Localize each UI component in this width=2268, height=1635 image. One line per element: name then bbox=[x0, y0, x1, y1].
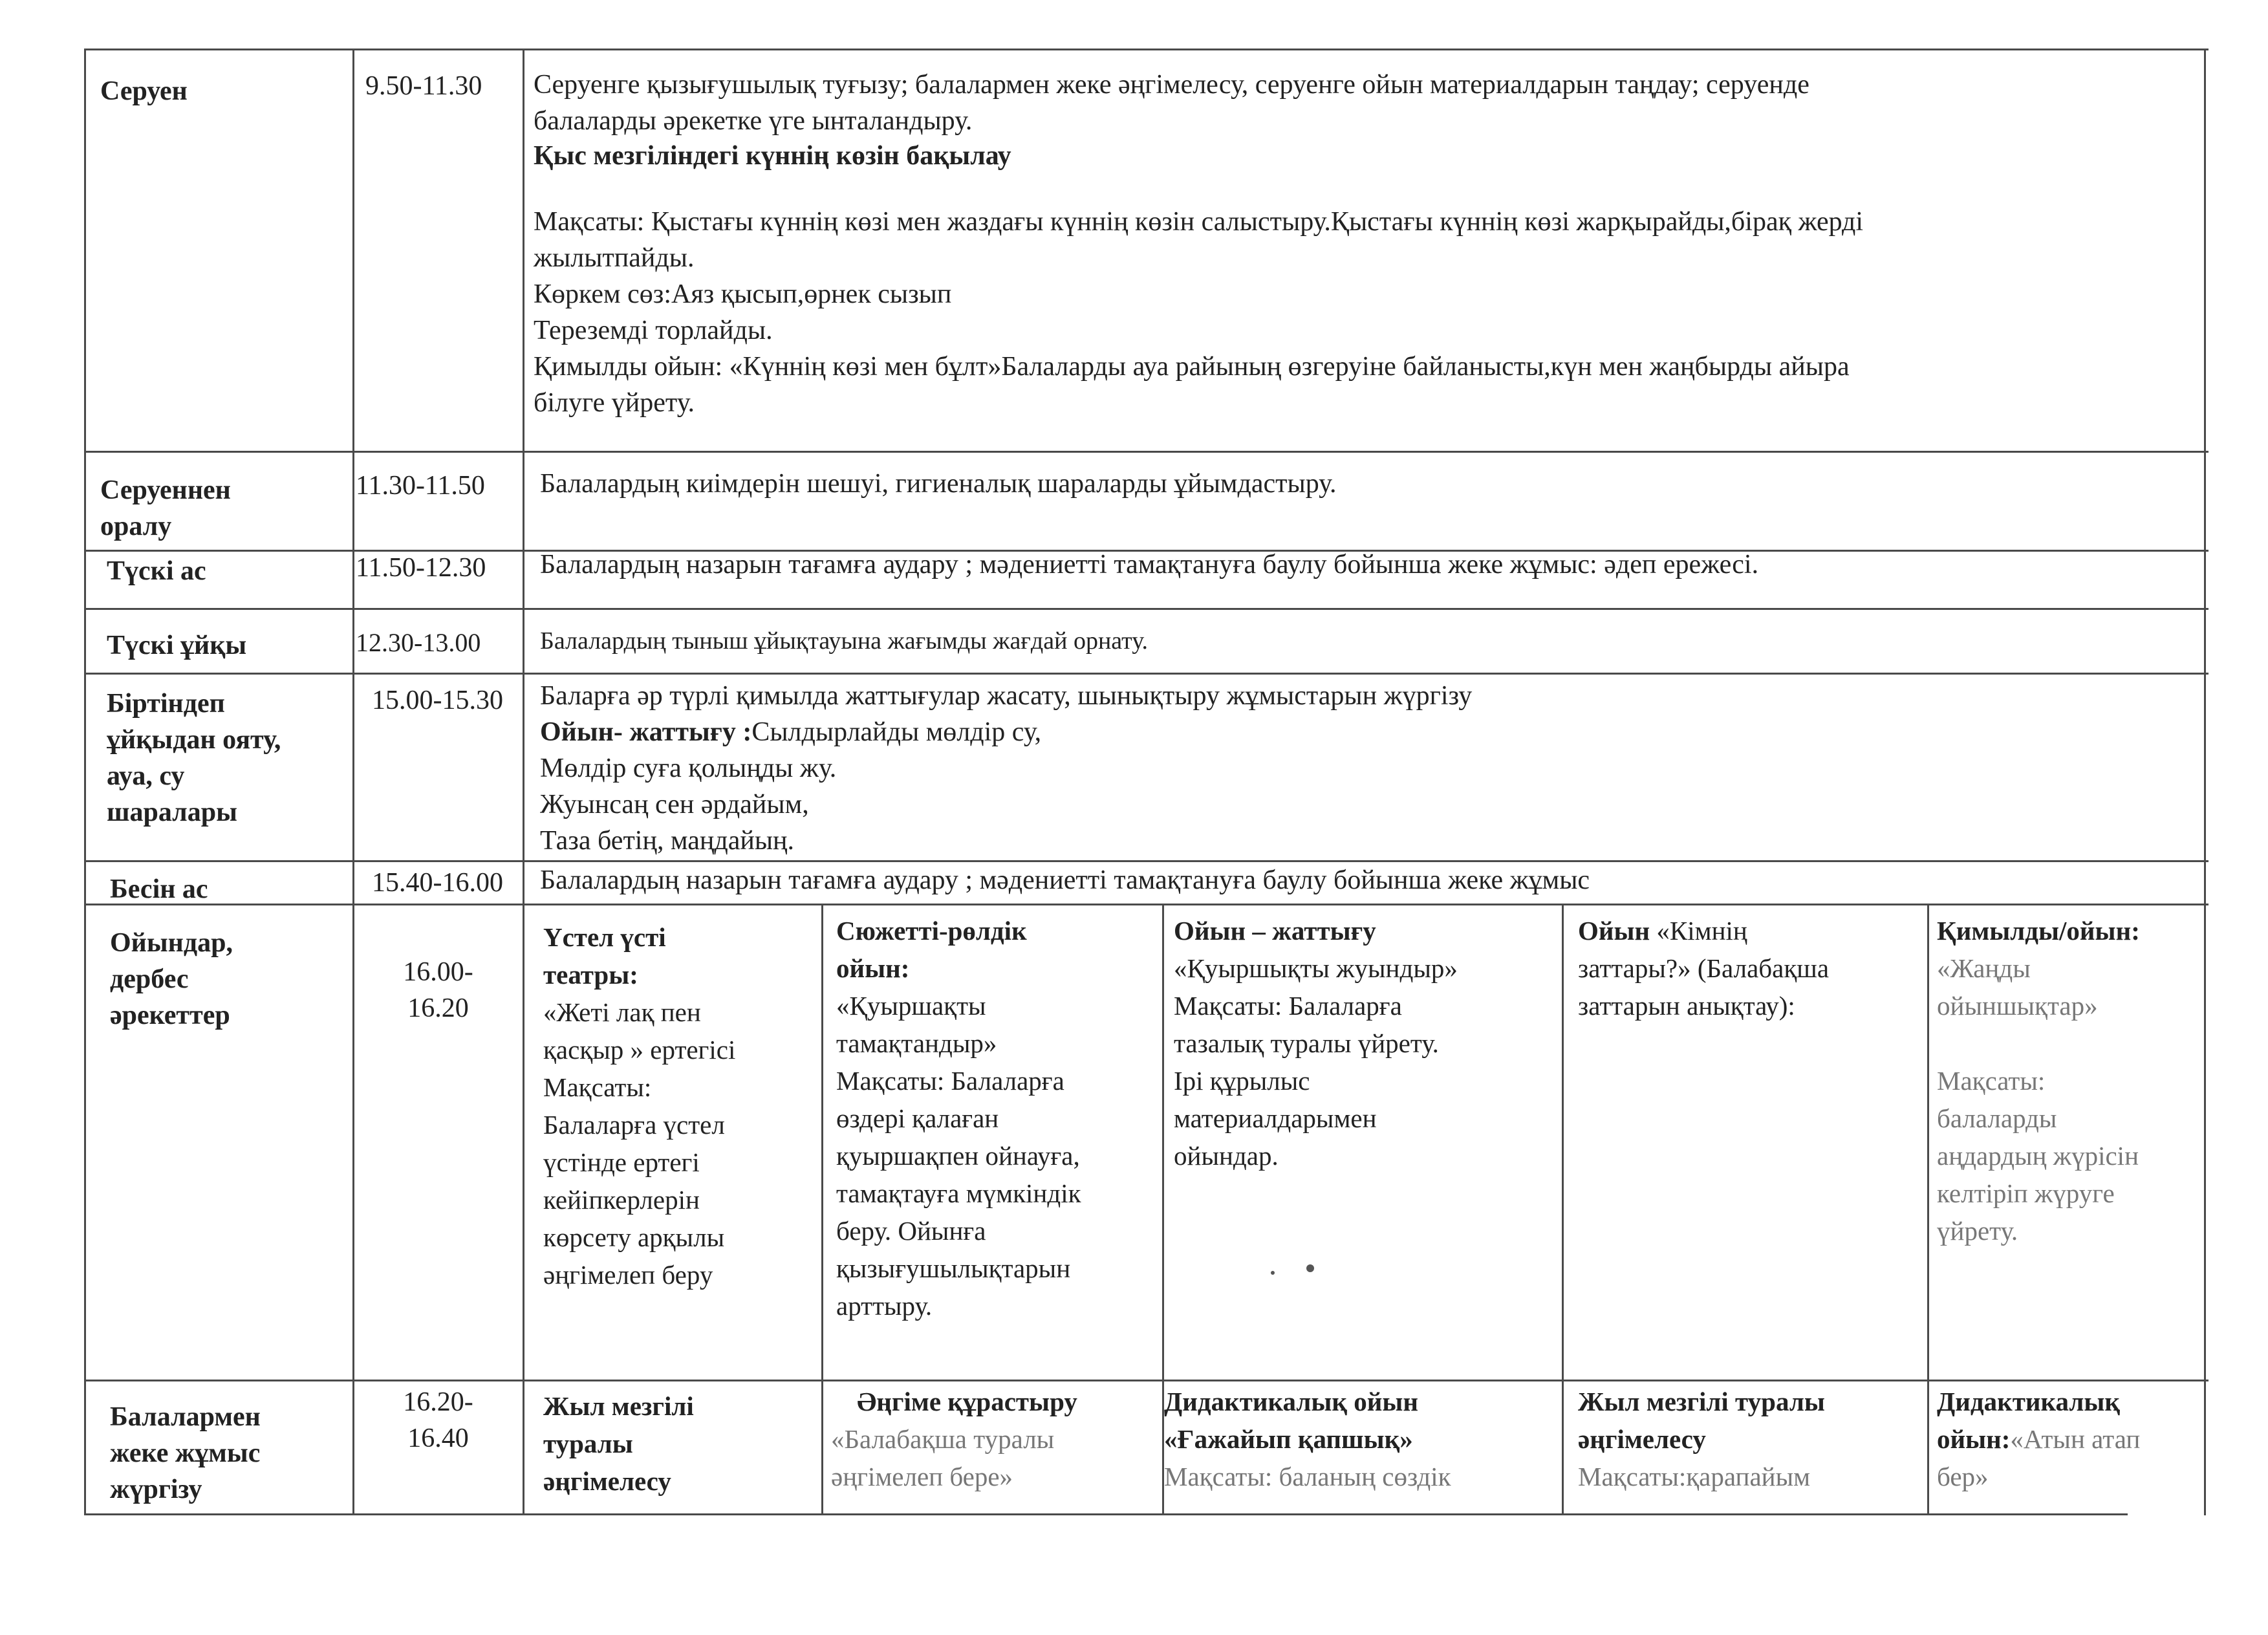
row-divider bbox=[84, 904, 2209, 905]
cell-line: кейіпкерлерін bbox=[543, 1185, 700, 1215]
cell-heading: ойын: bbox=[836, 953, 910, 983]
row-divider bbox=[84, 673, 2209, 675]
cell-line: қуыршақпен ойнауға, bbox=[836, 1141, 1080, 1171]
cell-line: заттары?» (Балабақша bbox=[1578, 953, 1830, 983]
column-divider bbox=[523, 49, 524, 1515]
activity-cell bbox=[1937, 1383, 2202, 1495]
cell-line: заттарын анықтау): bbox=[1578, 991, 1795, 1021]
cell-heading: Әңгіме құрастыру bbox=[857, 1387, 1077, 1416]
row-time: 11.30-11.50 bbox=[356, 471, 485, 501]
activity-cell bbox=[1174, 912, 1555, 1175]
table-border-right bbox=[2204, 49, 2206, 1515]
cell-line: Ірі құрылыс bbox=[1174, 1066, 1310, 1096]
cell-heading: Жыл мезгілі bbox=[543, 1391, 694, 1421]
row-label: дербес bbox=[110, 964, 189, 994]
row-time: 16.40 bbox=[407, 1424, 469, 1453]
cell-line: аңдардың жүрісін bbox=[1937, 1141, 2139, 1171]
cell-line: «Жаңды bbox=[1937, 953, 2031, 983]
cell-line: балаларды bbox=[1937, 1103, 2057, 1133]
activity-cell bbox=[543, 1387, 815, 1500]
cell-line: ойындар. bbox=[1174, 1141, 1279, 1171]
cell-line: «Атын атап bbox=[2010, 1424, 2141, 1454]
cell-line: тамақтауға мүмкіндік bbox=[836, 1178, 1081, 1208]
column-divider bbox=[1927, 904, 1929, 1515]
row-time: 15.00-15.30 bbox=[372, 686, 503, 715]
cell-heading: Қимылды/ойын: bbox=[1937, 916, 2140, 946]
row-label: оралу bbox=[100, 512, 172, 541]
column-divider bbox=[352, 49, 354, 1515]
activity-cell bbox=[1578, 1383, 1924, 1495]
cell-heading: Дидактикалық ойын bbox=[1164, 1387, 1418, 1416]
row-label: жеке жұмыс bbox=[110, 1438, 261, 1468]
row-text-line: Балалардың тыныш ұйықтауына жағымды жағдай орнату. bbox=[540, 627, 1148, 655]
row-text-line: Балалардың назарын тағамға аудару ; мәдениетті тамақтануға баулу бойынша жеке жұмыс bbox=[540, 865, 1590, 895]
row-text-line: Балалардың киімдерін шешуі, гигиеналық шараларды ұйымдастыру. bbox=[540, 469, 1337, 499]
cell-line: «Қуыршықты жуындыр» bbox=[1174, 953, 1458, 983]
cell-line: Мақсаты: bbox=[1937, 1066, 2046, 1096]
cell-line: қызығушылықтарын bbox=[836, 1253, 1071, 1283]
row-time: 11.50-12.30 bbox=[356, 553, 486, 583]
row-label: Біртіндеп bbox=[107, 689, 225, 719]
cell-line: әңгімелеп бере» bbox=[831, 1462, 1013, 1491]
cell-heading: Сюжетті-рөлдік bbox=[836, 916, 1027, 946]
cell-line: Балаларға үстел bbox=[543, 1110, 725, 1140]
row-label: Серуен bbox=[100, 76, 188, 106]
row-text-line: Таза бетің, маңдайың. bbox=[540, 826, 795, 856]
activity-cell bbox=[1164, 1383, 1559, 1495]
row-label: шаралары bbox=[107, 797, 237, 827]
schedule-table bbox=[81, 49, 2209, 1515]
row-text-line bbox=[540, 714, 1041, 751]
activity-cell bbox=[1578, 912, 1924, 1024]
cell-heading: әңгімелесу bbox=[1578, 1424, 1706, 1454]
row-label: ұйқыдан ояту, bbox=[107, 725, 281, 755]
cell-line: өздері қалаған bbox=[836, 1103, 999, 1133]
row-text-line: Серуенге қызығушылық туғызу; балалармен жеке әңгімелесу, серуенге ойын материалдарын таңдау; серуенде bbox=[534, 70, 1809, 100]
cell-line: Мақсаты: Балаларға bbox=[1174, 991, 1402, 1021]
row-text-line: жылытпайды. bbox=[534, 243, 695, 273]
scan-speck bbox=[1271, 1271, 1275, 1275]
cell-spacer bbox=[1937, 1024, 2202, 1062]
cell-line: қасқыр » ертегісі bbox=[543, 1035, 736, 1065]
row-time: 16.20- bbox=[403, 1387, 473, 1417]
cell-heading: «Ғажайып қапшық» bbox=[1164, 1424, 1413, 1454]
row-divider bbox=[84, 608, 2209, 610]
table-border-bottom bbox=[84, 1513, 2128, 1515]
cell-heading: Үстел үсті bbox=[543, 922, 666, 952]
cell-heading: әңгімелесу bbox=[543, 1466, 671, 1496]
cell-line: «Қуыршақты bbox=[836, 991, 986, 1021]
cell-line: үстінде ертегі bbox=[543, 1147, 700, 1177]
cell-line: тазалық туралы үйрету. bbox=[1174, 1028, 1439, 1058]
row-label: ауа, су bbox=[107, 761, 185, 791]
cell-heading: Ойын bbox=[1578, 916, 1650, 946]
cell-line: Мақсаты:қарапайым bbox=[1578, 1462, 1811, 1491]
cell-line: үйрету. bbox=[1937, 1216, 2018, 1246]
row-text-line: Қимылды ойын: «Күннің көзі мен бұлт»Балаларды ауа райының өзгеруіне байланысты,күн мен жаңбырды айыра bbox=[534, 352, 1850, 382]
game-label: Ойын- жаттығу : bbox=[540, 717, 752, 747]
table-border-top bbox=[84, 49, 2209, 50]
row-divider bbox=[84, 451, 2209, 453]
cell-line: материалдарымен bbox=[1174, 1103, 1377, 1133]
scan-speck bbox=[1306, 1264, 1314, 1272]
row-time: 9.50-11.30 bbox=[365, 71, 482, 101]
activity-cell bbox=[543, 918, 815, 1294]
activity-cell bbox=[1937, 912, 2202, 1250]
cell-line: ойыншықтар» bbox=[1937, 991, 2098, 1021]
cell-line: «Балабақша туралы bbox=[831, 1424, 1055, 1454]
row-label: Бесін ас bbox=[110, 874, 208, 904]
cell-heading: туралы bbox=[543, 1429, 633, 1458]
row-label: Түскі ұйқы bbox=[107, 631, 247, 660]
row-label: жүргізу bbox=[110, 1475, 202, 1504]
game-text: Сылдырлайды мөлдір су, bbox=[751, 717, 1042, 747]
row-text-line: балаларды әрекетке үге ынталандыру. bbox=[534, 106, 973, 136]
row-heading: Қыс мезгіліндегі күннің көзін бақылау bbox=[534, 141, 1011, 171]
row-label: Түскі ас bbox=[107, 556, 206, 586]
column-divider bbox=[821, 904, 823, 1515]
table-border-left bbox=[84, 49, 86, 1515]
cell-line: арттыру. bbox=[836, 1291, 933, 1321]
cell-line: Мақсаты: баланың сөздік bbox=[1164, 1462, 1451, 1491]
row-text-line: Мақсаты: Қыстағы күннің көзі мен жаздағы күннің көзін салыстыру.Қыстағы күннің көзі жарқырайды,бірақ жерді bbox=[534, 207, 1864, 237]
cell-heading: Дидактикалық bbox=[1937, 1387, 2120, 1416]
row-time: 12.30-13.00 bbox=[356, 628, 481, 657]
column-divider bbox=[1562, 904, 1564, 1515]
row-text-line: Мөлдір суға қолыңды жу. bbox=[540, 753, 837, 783]
cell-line: әңгімелеп беру bbox=[543, 1260, 713, 1290]
row-time: 16.00- bbox=[403, 957, 473, 987]
row-text-line: Жуынсаң сен әрдайым, bbox=[540, 790, 809, 819]
cell-heading: театры: bbox=[543, 960, 638, 990]
row-label: Серуеннен bbox=[100, 475, 231, 505]
cell-line: келтіріп жүруге bbox=[1937, 1178, 2115, 1208]
cell-heading: Ойын – жаттығу bbox=[1174, 916, 1376, 946]
row-divider bbox=[84, 1380, 2209, 1381]
cell-line: Мақсаты: bbox=[543, 1072, 652, 1102]
row-label: Ойындар, bbox=[110, 928, 233, 958]
cell-heading: Жыл мезгілі туралы bbox=[1578, 1387, 1825, 1416]
cell-line: көрсету арқылы bbox=[543, 1222, 725, 1252]
cell-heading: ойын: bbox=[1937, 1424, 2011, 1454]
row-time: 16.20 bbox=[407, 993, 469, 1023]
activity-cell bbox=[836, 912, 1156, 1325]
activity-cell bbox=[831, 1383, 1158, 1495]
cell-line: бер» bbox=[1937, 1462, 1989, 1491]
cell-line: беру. Ойынға bbox=[836, 1216, 986, 1246]
row-text-line: білуге үйрету. bbox=[534, 388, 695, 418]
row-label: Балалармен bbox=[110, 1402, 261, 1432]
row-text-line: Баларға әр түрлі қимылда жаттығулар жасату, шынықтыру жұмыстарын жүргізу bbox=[540, 681, 1473, 711]
cell-line: «Кімнің bbox=[1650, 916, 1747, 946]
cell-line: Мақсаты: Балаларға bbox=[836, 1066, 1064, 1096]
row-text-line: Тереземді торлайды. bbox=[534, 316, 773, 345]
cell-line: тамақтандыр» bbox=[836, 1028, 997, 1058]
row-text-line: Балалардың назарын тағамға аудару ; мәдениетті тамақтануға баулу бойынша жеке жұмыс: әдеп ережесі. bbox=[540, 550, 1759, 579]
row-text-line: Көркем сөз:Аяз қысып,өрнек сызып bbox=[534, 279, 952, 309]
row-time: 15.40-16.00 bbox=[372, 868, 503, 898]
cell-line: «Жеті лақ пен bbox=[543, 997, 701, 1027]
row-label: әрекеттер bbox=[110, 1001, 230, 1030]
